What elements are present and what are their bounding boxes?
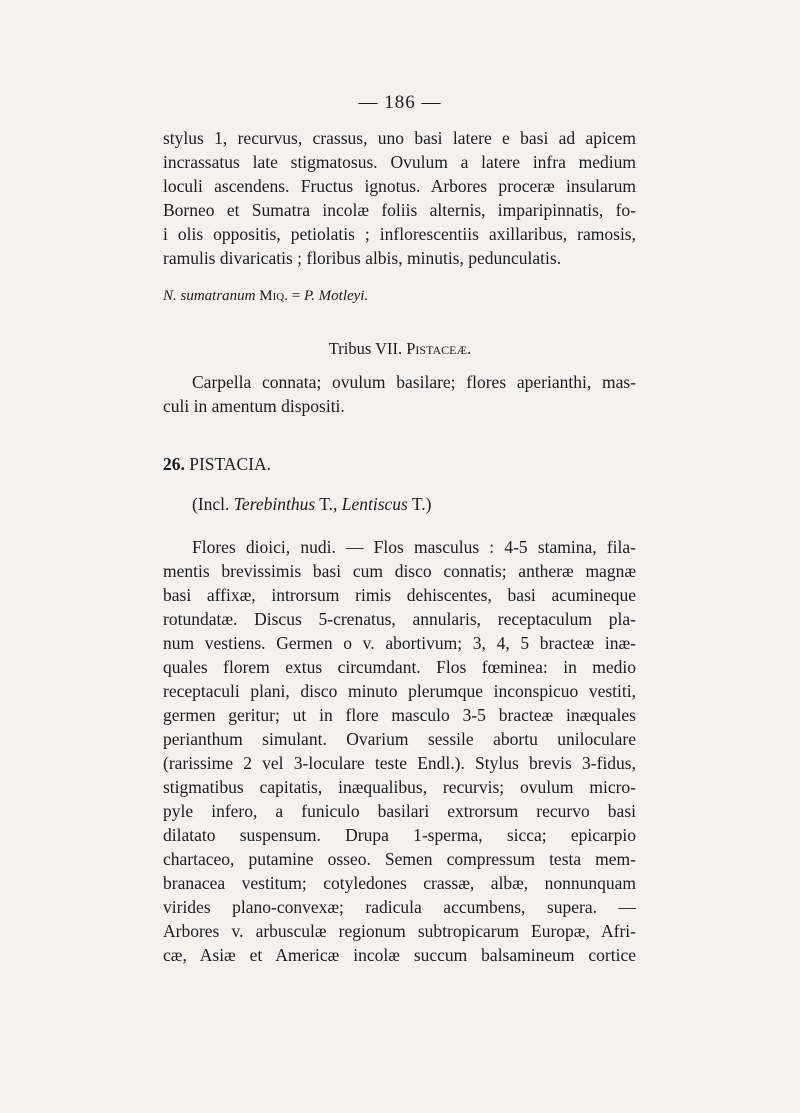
synonym-author: Miq. bbox=[259, 288, 288, 304]
text-line: rotundatæ. Discus 5-crenatus, annularis, receptaculum pla- bbox=[163, 609, 636, 629]
text-line: ramulis divaricatis ; floribus albis, minutis, pedunculatis. bbox=[163, 248, 562, 268]
paragraph-pistacia-description bbox=[163, 535, 636, 967]
text-line: perianthum simulant. Ovarium sessile abortu uniloculare bbox=[163, 729, 636, 749]
inclusion-name-1: Terebinthus bbox=[233, 494, 316, 514]
text-line: (rarissime 2 vel 3-loculare teste Endl.). Stylus brevis 3-fidus, bbox=[163, 753, 636, 773]
text-line: germen geritur; ut in flore masculo 3-5 bracteæ inæquales bbox=[163, 705, 636, 725]
tribus-name: Pistaceæ. bbox=[406, 339, 472, 358]
text-line: virides plano-convexæ; radicula accumbens, supera. — bbox=[163, 897, 636, 917]
synonym-line bbox=[163, 288, 636, 305]
inclusion-name-2: Lentiscus bbox=[341, 494, 408, 514]
text-line: i olis oppositis, petiolatis ; inflorescentiis axillaribus, ramosis, bbox=[163, 224, 636, 244]
text-line: stigmatibus capitatis, inæqualibus, recurvis; ovulum micro- bbox=[163, 777, 636, 797]
text-line: cæ, Asiæ et Americæ incolæ succum balsamineum cortice bbox=[163, 945, 636, 965]
tribus-heading bbox=[0, 339, 800, 359]
page-number: — 186 — bbox=[358, 92, 442, 113]
text-line: Arbores v. arbusculæ regionum subtropicarum Europæ, Afri- bbox=[163, 921, 636, 941]
synonym-species: N. sumatranum bbox=[163, 288, 256, 304]
text-line: culi in amentum dispositi. bbox=[163, 396, 345, 416]
genus-inclusion bbox=[192, 494, 432, 515]
synonym-target: P. Motleyi. bbox=[303, 288, 369, 304]
genus-number: 26. bbox=[163, 454, 185, 474]
text-line: Borneo et Sumatra incolæ foliis alternis, imparipinnatis, fo- bbox=[163, 200, 636, 220]
text-line: branacea vestitum; cotyledones crassæ, albæ, nonnunquam bbox=[163, 873, 636, 893]
text-line: pyle infero, a funiculo basilari extrorsum recurvo basi bbox=[163, 801, 636, 821]
text-line: quales florem extus circumdant. Flos fœminea: in medio bbox=[163, 657, 636, 677]
tribus-label: Tribus VII. bbox=[328, 339, 403, 358]
text-line: basi affixæ, introrsum rimis dehiscentes, basi acumineque bbox=[163, 585, 636, 605]
synonym-equals: = bbox=[287, 288, 304, 304]
inclusion-sep: T., bbox=[315, 494, 342, 514]
text-line: stylus 1, recurvus, crassus, uno basi latere e basi ad apicem bbox=[163, 128, 636, 148]
text-line: num vestiens. Germen o v. abortivum; 3, 4, 5 bracteæ inæ- bbox=[163, 633, 636, 653]
genus-heading bbox=[163, 454, 271, 475]
text-line: loculi ascendens. Fructus ignotus. Arbores proceræ insularum bbox=[163, 176, 636, 196]
inclusion-open: (Incl. bbox=[192, 494, 234, 514]
text-line: Carpella connata; ovulum basilare; flores aperianthi, mas- bbox=[192, 372, 636, 392]
text-line: dilatato suspensum. Drupa 1-sperma, sicca; epicarpio bbox=[163, 825, 636, 845]
text-line: chartaceo, putamine osseo. Semen compressum testa mem- bbox=[163, 849, 636, 869]
paragraph-tribus-description bbox=[163, 370, 636, 418]
text-line: receptaculi plani, disco minuto plerumque inconspicuo vestiti, bbox=[163, 681, 636, 701]
inclusion-close: T.) bbox=[407, 494, 432, 514]
text-line: mentis brevissimis basi cum disco connatis; antheræ magnæ bbox=[163, 561, 636, 581]
paragraph-genus-description bbox=[163, 126, 636, 270]
text-line: Flores dioici, nudi. — Flos masculus : 4-5 stamina, fila- bbox=[192, 537, 636, 557]
genus-name: PISTACIA. bbox=[189, 454, 271, 474]
text-line: incrassatus late stigmatosus. Ovulum a latere infra medium bbox=[163, 152, 636, 172]
